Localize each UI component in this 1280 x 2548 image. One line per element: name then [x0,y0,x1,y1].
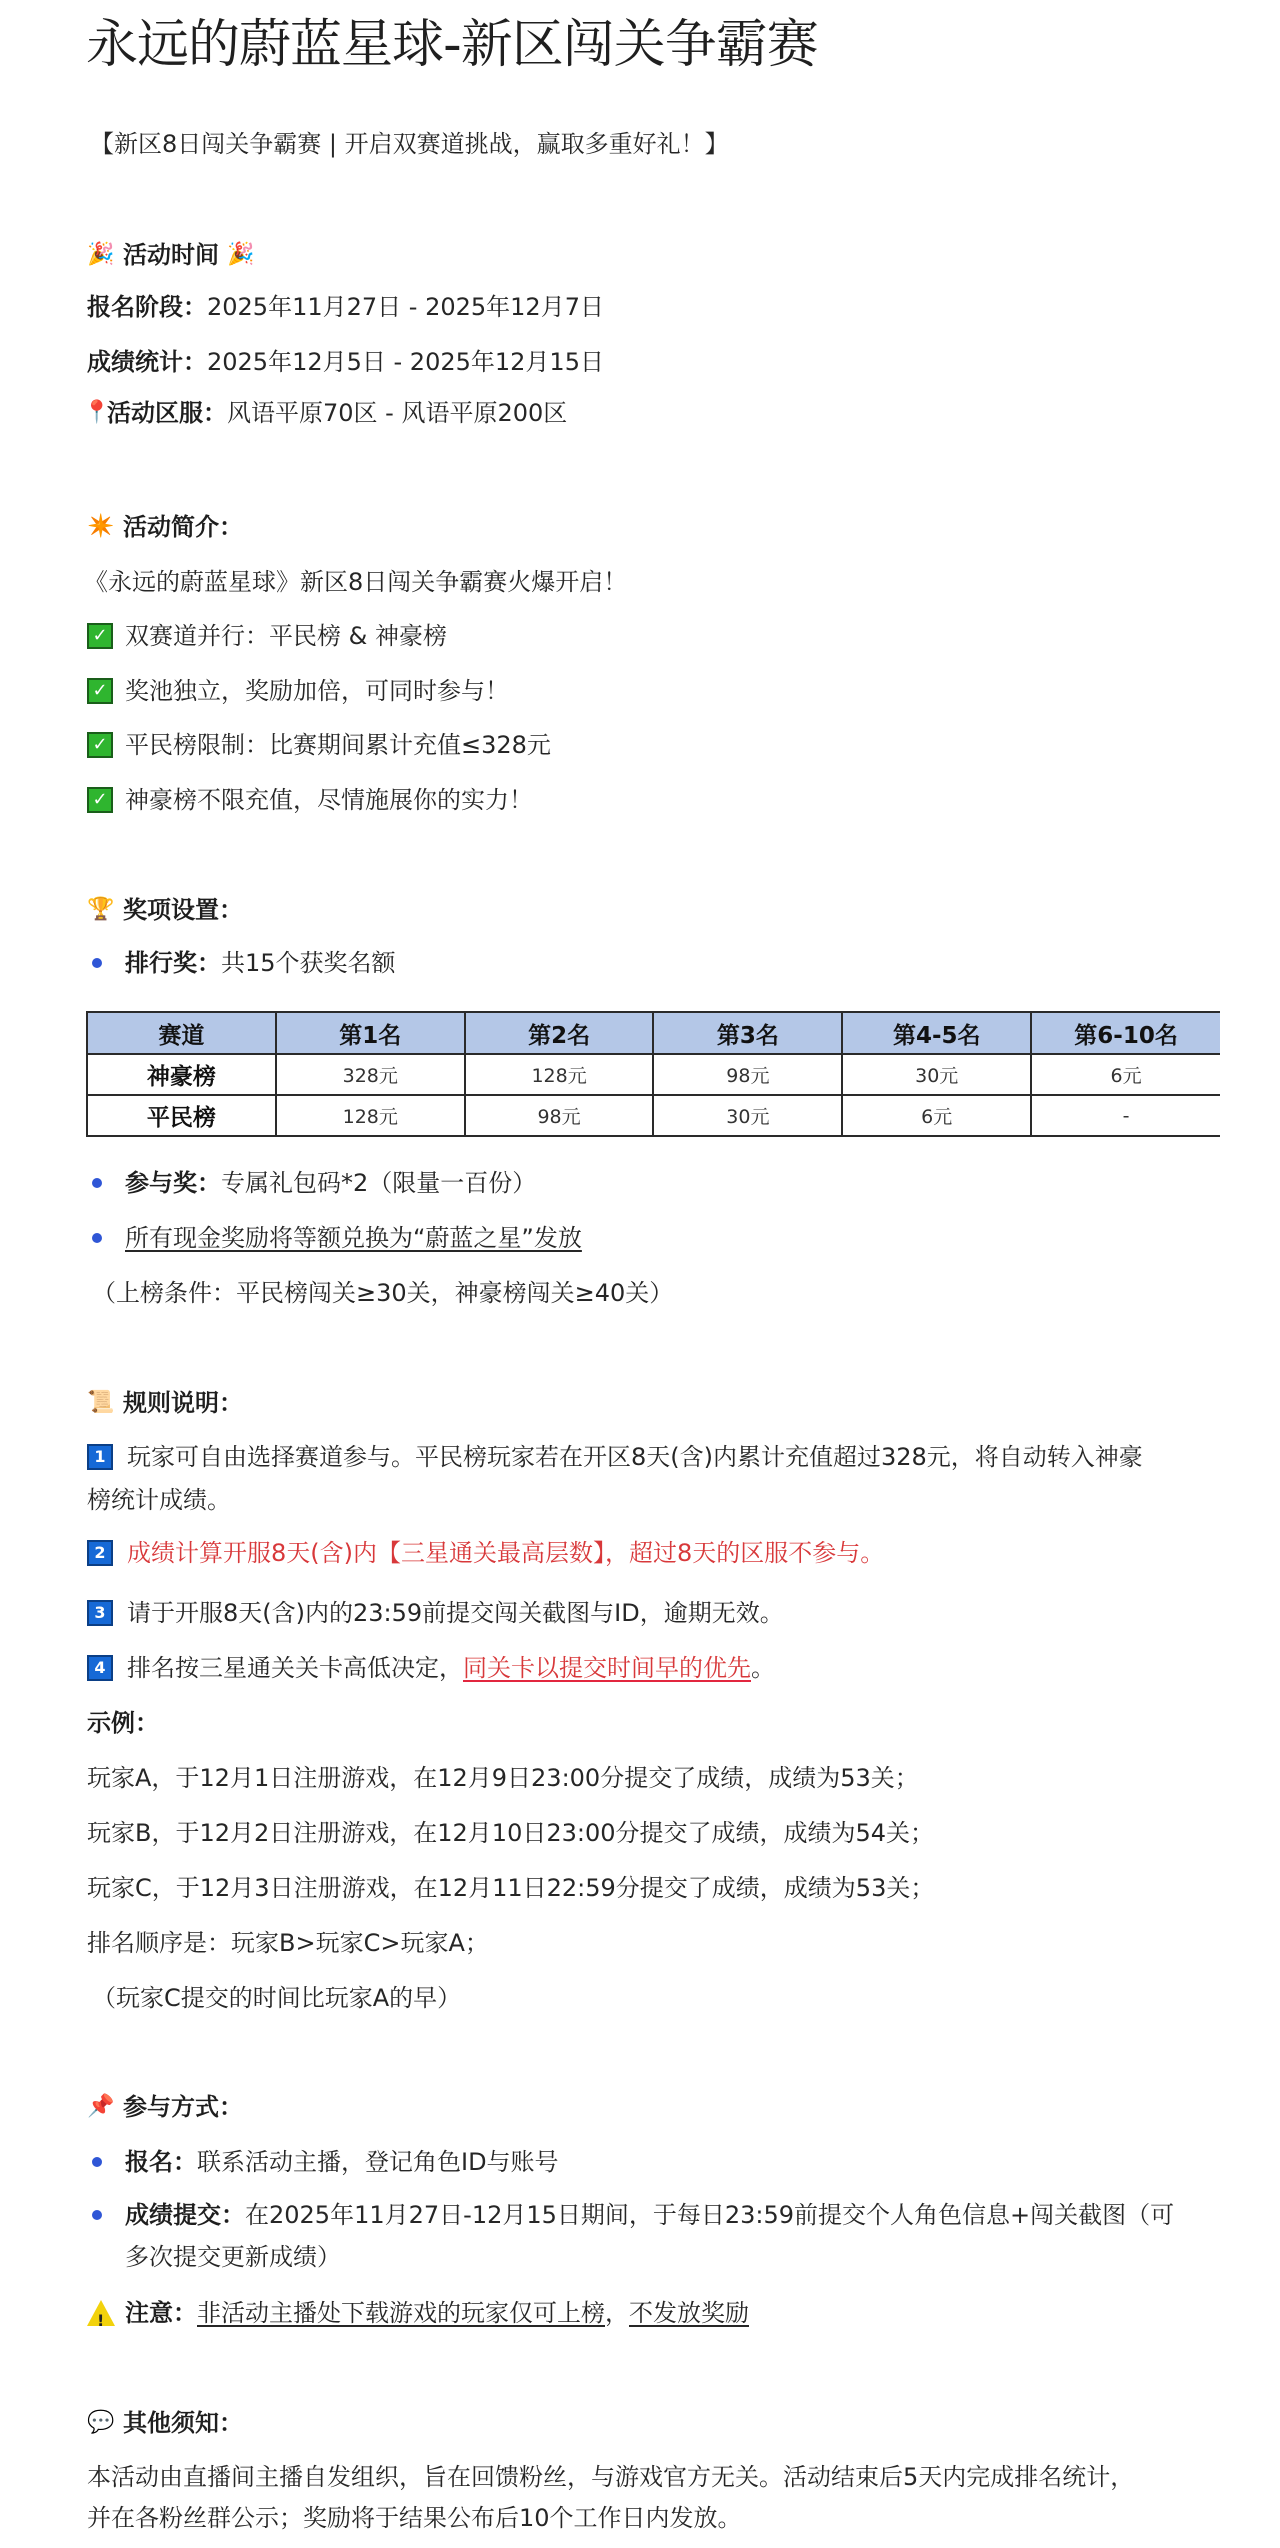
trophy-icon: 🏆 [87,897,115,922]
pin-icon: 📍 [83,400,111,425]
page-title: 永远的蔚蓝星球-新区闯关争霸赛 [86,15,818,75]
check-item-text: 平民榜限制：比赛期间累计充值≤328元 [125,731,551,759]
number-2-icon: 2 [87,1540,113,1566]
table-cell: 98元 [653,1054,842,1095]
rule-item-4 [87,1653,775,1683]
bullet-icon [92,2157,102,2167]
stats-period [87,347,604,377]
table-cell: 128元 [465,1054,654,1095]
table-cell: 98元 [465,1095,654,1136]
pushpin-icon: 📌 [87,2094,115,2119]
ranking-value: 共15个获奖名额 [221,949,396,977]
example-line: 排名顺序是：玩家B>玩家C>玩家A； [87,1929,489,1957]
rule-item-3 [87,1598,784,1628]
speech-bubble-icon: 💬 [87,2410,115,2435]
participation-prize [125,1168,536,1198]
bullet-icon [92,1233,102,1243]
table-header: 第4-5名 [842,1012,1031,1054]
signup-label: 报名： [125,2148,197,2176]
submit-value: 在2025年11月27日-12月15日期间，于每日23:59前提交个人角色信息+闯关截图（可 [245,2201,1175,2229]
check-item [87,676,509,706]
party-popper-icon: 🎉 [87,242,115,267]
rule-text: 成绩计算开服8天(含)内【三星通关最高层数】，超过8天的区服不参与。 [127,1539,885,1567]
table-cell: 128元 [276,1095,465,1136]
signup-value: 联系活动主播，登记角色ID与账号 [197,2148,559,2176]
notice-text: 非活动主播处下载游戏的玩家仅可上榜 [197,2299,605,2327]
prize-heading [87,895,243,925]
other-heading-label: 其他须知： [123,2409,243,2437]
check-item [87,785,533,815]
submit-item-continued: 多次提交更新成绩） [125,2243,341,2271]
table-header-row [87,1012,1220,1054]
bullet-icon [92,2210,102,2220]
rule-item-1-continued: 榜统计成绩。 [87,1486,231,1514]
party-popper-icon: 🎉 [227,242,255,267]
submit-item [125,2200,1174,2230]
example-line: 玩家A，于12月1日注册游戏，在12月9日23:00分提交了成绩，成绩为53关； [87,1764,919,1792]
participation-value: 专属礼包码*2（限量一百份） [221,1169,537,1197]
table-cell: 6元 [842,1095,1031,1136]
table-cell: 30元 [653,1095,842,1136]
notice-text: 不发放奖励 [629,2299,749,2327]
table-cell: 平民榜 [87,1095,276,1136]
check-icon: ✓ [87,787,113,813]
submit-label: 成绩提交： [125,2201,245,2229]
registration-period [87,292,604,322]
table-header: 第2名 [465,1012,654,1054]
intro-heading-label: 活动简介： [123,513,243,541]
check-icon: ✓ [87,678,113,704]
other-body-line: 并在各粉丝群公示；奖励将于结果公布后10个工作日内发放。 [87,2504,742,2532]
warning-icon [87,2300,115,2326]
rules-heading [87,1388,243,1418]
bullet-icon [92,958,102,968]
registration-value: 2025年11月27日 - 2025年12月7日 [207,293,604,321]
exchange-note: 所有现金奖励将等额兑换为“蔚蓝之星”发放 [125,1224,582,1252]
notice-label: 注意： [125,2299,197,2327]
check-icon: ✓ [87,623,113,649]
prize-heading-label: 奖项设置： [123,896,243,924]
notice-item [87,2298,749,2328]
server-value: 风语平原70区 - 风语平原200区 [227,399,568,427]
example-line: 玩家B，于12月2日注册游戏，在12月10日23:00分提交了成绩，成绩为54关； [87,1819,935,1847]
check-item-text: 神豪榜不限充值，尽情施展你的实力！ [125,786,533,814]
ranking-condition: （上榜条件：平民榜闯关≥30关，神豪榜闯关≥40关） [92,1279,674,1307]
table-cell: 30元 [842,1054,1031,1095]
rule-text: 请于开服8天(含)内的23:59前提交闯关截图与ID，逾期无效。 [127,1599,784,1627]
table-row [87,1054,1220,1095]
check-item [87,621,447,651]
join-heading-label: 参与方式： [123,2093,243,2121]
registration-label: 报名阶段： [87,293,207,321]
number-4-icon: 4 [87,1655,113,1681]
time-heading-label: 活动时间 [123,241,219,269]
check-item [87,730,551,760]
prize-table [86,1011,1220,1137]
table-row [87,1095,1220,1136]
check-item-text: 奖池独立，奖励加倍，可同时参与！ [125,677,509,705]
number-3-icon: 3 [87,1600,113,1626]
scroll-icon: 📜 [87,1390,115,1415]
rule-item-2 [87,1538,884,1568]
table-cell: - [1031,1095,1220,1136]
subtitle: 【新区8日闯关争霸赛 | 开启双赛道挑战，赢取多重好礼！】 [90,130,729,158]
sparkle-icon: ✴️ [87,514,115,539]
table-cell: 328元 [276,1054,465,1095]
rule-text-end: 。 [751,1654,775,1682]
example-line: 玩家C，于12月3日注册游戏，在12月11日22:59分提交了成绩，成绩为53关； [87,1874,935,1902]
example-heading: 示例： [87,1709,159,1737]
table-header: 赛道 [87,1012,276,1054]
check-item-text: 双赛道并行：平民榜 & 神豪榜 [125,622,447,650]
rule-highlight: 同关卡以提交时间早的优先 [463,1654,751,1682]
table-cell: 神豪榜 [87,1054,276,1095]
rule-text: 玩家可自由选择赛道参与。平民榜玩家若在开区8天(含)内累计充值超过328元，将自动转入神豪 [127,1443,1143,1471]
time-heading [87,240,255,270]
intro-lead: 《永远的蔚蓝星球》新区8日闯关争霸赛火爆开启！ [84,568,628,596]
signup-item [125,2147,559,2177]
table-header: 第3名 [653,1012,842,1054]
table-header: 第1名 [276,1012,465,1054]
server-label: 活动区服： [107,399,227,427]
rules-heading-label: 规则说明： [123,1389,243,1417]
other-body-line: 本活动由直播间主播自发组织，旨在回馈粉丝，与游戏官方无关。活动结束后5天内完成排名统计， [87,2463,1135,2491]
bullet-icon [92,1178,102,1188]
ranking-label: 排行奖： [125,949,221,977]
notice-separator: ， [605,2299,629,2327]
number-1-icon: 1 [87,1444,113,1470]
other-heading [87,2408,243,2438]
intro-heading [87,512,243,542]
table-cell: 6元 [1031,1054,1220,1095]
participation-label: 参与奖： [125,1169,221,1197]
check-icon: ✓ [87,732,113,758]
ranking-prize [125,948,396,978]
stats-value: 2025年12月5日 - 2025年12月15日 [207,348,604,376]
rule-item-1 [87,1442,1143,1472]
server-range [83,398,568,428]
example-line: （玩家C提交的时间比玩家A的早） [92,1984,462,2012]
join-heading [87,2092,243,2122]
stats-label: 成绩统计： [87,348,207,376]
table-header: 第6-10名 [1031,1012,1220,1054]
rule-text: 排名按三星通关关卡高低决定， [127,1654,463,1682]
